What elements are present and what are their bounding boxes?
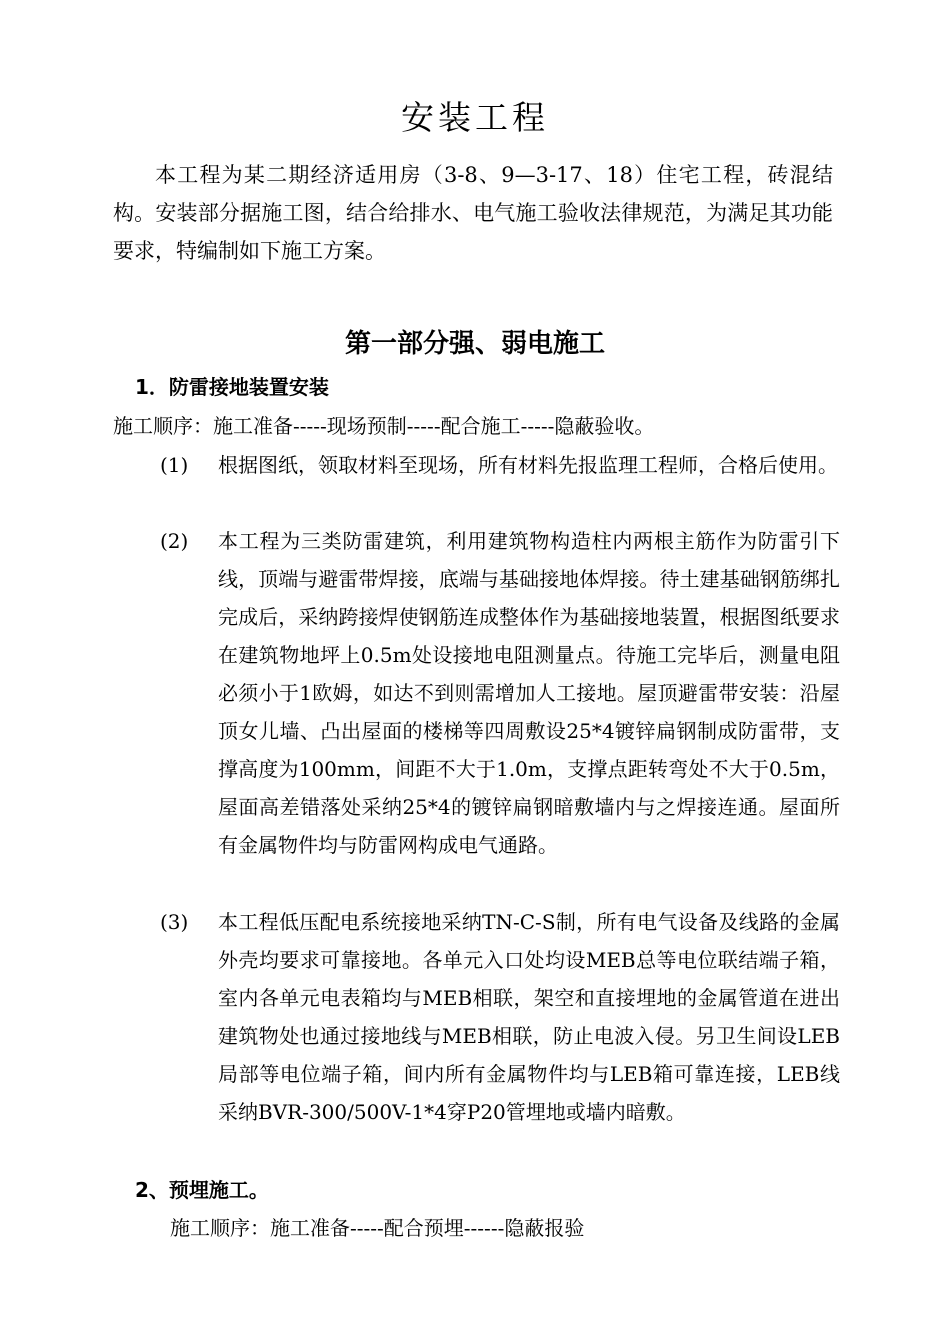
intro-paragraph: 本工程为某二期经济适用房（3-8、9—3-17、18）住宅工程，砖混结构。安装部分据施工图，结合给排水、电气施工验收法律规范，为满足其功能要求，特编制如下施工方案。 bbox=[113, 163, 833, 263]
section-2-heading: 2、预埋施工。 bbox=[135, 1178, 269, 1202]
list-item-text: 本工程为三类防雷建筑，利用建筑物构造柱内两根主筋作为防雷引下线，顶端与避雷带焊接，底端与基础接地体焊接。待土建基础钢筋绑扎完成后，采纳跨接焊使钢筋连成整体作为基础接地装置，根据图纸要求在建筑物地坪上0.5m处设接地电阻测量点。待施工完毕后，测量电阻必须小于1欧姆，如达不到则需增加人工接地。屋顶避雷带安装：沿屋顶女儿墙、凸出屋面的楼梯等四周敷设25*4镀锌扁钢制成防雷带，支撑高度为100mm，间距不大于1.0m，支撑点距转弯处不大于0.5m，屋面高差错落处采纳25*4的镀锌扁钢暗敷墙内与之焊接连通。屋面所有金属物件均与防雷网构成电气通路。 bbox=[218, 529, 840, 857]
list-item-number: (2) bbox=[160, 529, 189, 553]
list-item bbox=[160, 903, 840, 1131]
list-item-text: 根据图纸，领取材料至现场，所有材料先报监理工程师，合格后使用。 bbox=[218, 453, 838, 477]
list-item bbox=[160, 522, 840, 864]
part-title: 第一部分强、弱电施工 bbox=[344, 329, 605, 359]
list-item-number: (1) bbox=[160, 453, 189, 477]
list-item-number: (3) bbox=[160, 910, 189, 934]
section-1-heading: 1．防雷接地装置安装 bbox=[135, 375, 329, 399]
list-item-text: 本工程低压配电系统接地采纳TN-C-S制，所有电气设备及线路的金属外壳均要求可靠接地。各单元入口处均设MEB总等电位联结端子箱，室内各单元电表箱均与MEB相联，架空和直接埋地的金属管道在进出建筑物处也通过接地线与MEB相联，防止电波入侵。另卫生间设LEB局部等电位端子箱，间内所有金属物件均与LEB箱可靠连接，LEB线采纳BVR-300/500V-1*4穿P20管埋地或墙内暗敷。 bbox=[218, 910, 840, 1124]
list-item bbox=[160, 446, 840, 484]
document-title: 安装工程 bbox=[401, 98, 549, 137]
section-2-sequence: 施工顺序：施工准备-----配合预埋------隐蔽报验 bbox=[170, 1216, 585, 1240]
section-1-sequence: 施工顺序：施工准备-----现场预制-----配合施工-----隐蔽验收。 bbox=[113, 414, 655, 438]
